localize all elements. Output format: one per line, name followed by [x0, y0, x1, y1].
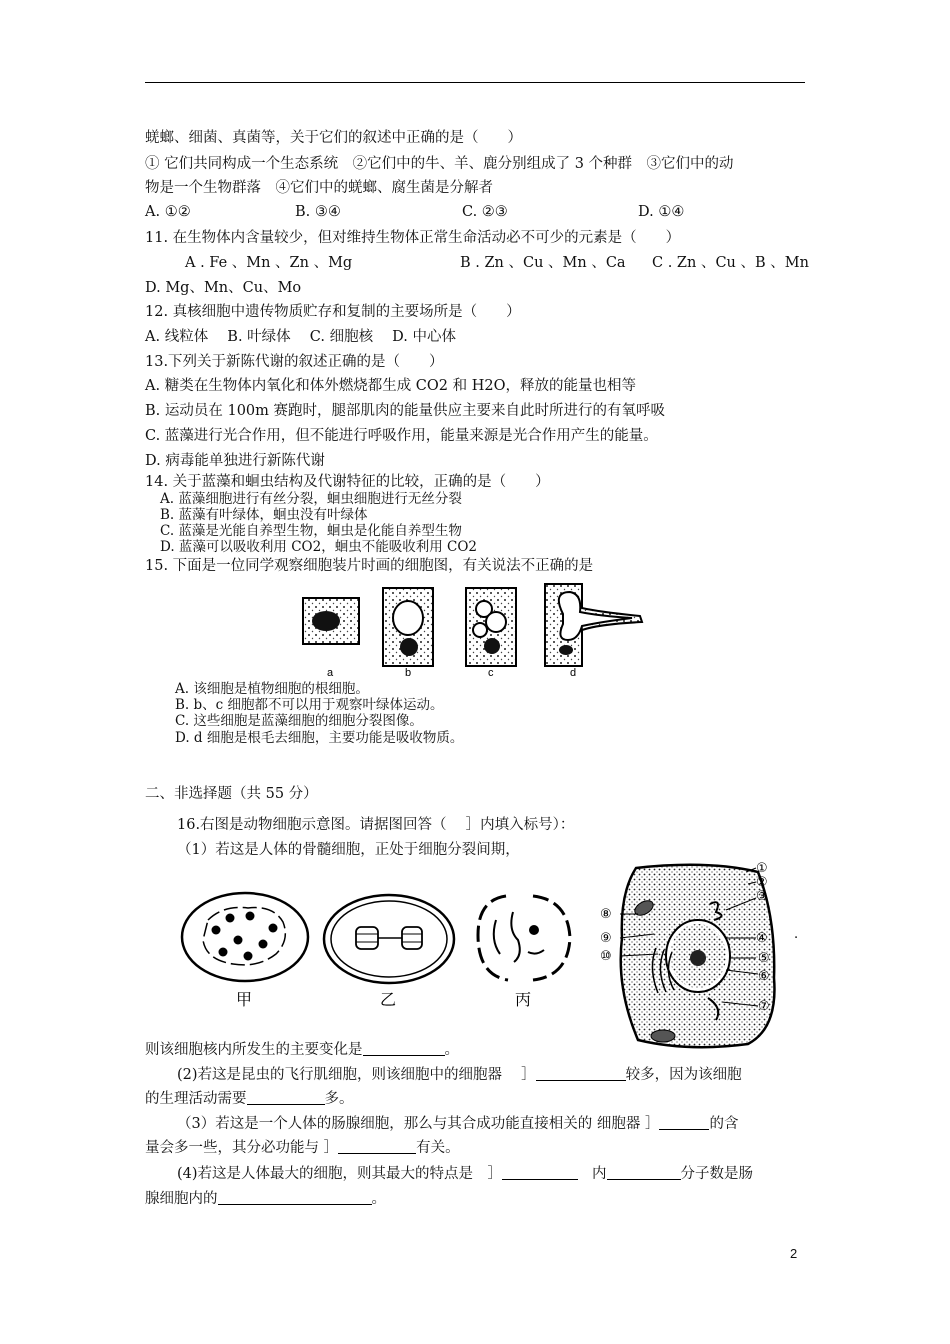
- q13-option-c: C. 蓝藻进行光合作用，但不能进行呼吸作用，能量来源是光合作用产生的能量。: [145, 428, 658, 444]
- label-1: ①: [756, 861, 768, 876]
- q14-option-d: D. 蓝藻可以吸收利用 CO2，蛔虫不能吸收利用 CO2: [160, 539, 477, 555]
- fig-label-b: b: [405, 667, 412, 679]
- label-10: ⑩: [600, 949, 612, 964]
- q15-option-a: A. 该细胞是植物细胞的根细胞。: [175, 681, 369, 697]
- label-6: ⑥: [758, 969, 770, 984]
- plant-cell-figure: [300, 584, 650, 684]
- q15-option-d: D. d 细胞是根毛去细胞，主要功能是吸收物质。: [175, 730, 464, 746]
- q12-stem: 12. 真核细胞中遗传物质贮存和复制的主要场所是（ ）: [145, 304, 521, 320]
- fig-label-yi: 乙: [380, 990, 397, 1009]
- label-8: ⑧: [600, 907, 612, 922]
- label-9: ⑨: [600, 931, 612, 946]
- header-rule: [145, 82, 805, 83]
- cell-a-drawing: [303, 598, 359, 644]
- q10-option-a: A. ①②: [145, 204, 191, 220]
- q16-part3-cont: 量会多一些，其分必功能与 ］ 有关。: [145, 1140, 460, 1156]
- figure-jia-drawing: [182, 893, 308, 981]
- q15-stem: 15. 下面是一位同学观察细胞装片时画的细胞图，有关说法不正确的是: [145, 558, 594, 574]
- section-heading: 二、非选择题（共 55 分）: [145, 786, 318, 802]
- fig-label-c: c: [488, 667, 494, 679]
- q10-intro: 蜣螂、细菌、真菌等，关于它们的叙述中正确的是（ ）: [145, 130, 522, 146]
- q11-option-c: C . Zn 、Cu 、B 、Mn: [652, 255, 809, 271]
- q14-option-b: B. 蓝藻有叶绿体，蛔虫没有叶绿体: [160, 507, 368, 523]
- blank-molecule-4[interactable]: [607, 1165, 681, 1180]
- q10-option-d: D. ①④: [638, 204, 685, 220]
- figure-bing-drawing: [478, 896, 570, 980]
- q11-option-b: B . Zn 、Cu 、Mn 、Ca: [460, 255, 626, 271]
- q16-part1-answer-line: 则该细胞核内所发生的主要变化是 。: [145, 1042, 459, 1058]
- q15-option-b: B. b、c 细胞都不可以用于观察叶绿体运动。: [175, 697, 444, 713]
- figure-yi-drawing: [324, 895, 454, 983]
- cell-d-drawing: [545, 584, 642, 666]
- label-4: ④: [756, 931, 768, 946]
- blank-feature-4[interactable]: [502, 1165, 578, 1180]
- q10-statement-1: ① 它们共同构成一个生态系统 ②它们中的牛、羊、鹿分别组成了 3 个种群 ③它们中的动: [145, 156, 734, 172]
- label-2: ②: [756, 875, 768, 890]
- q16-part1: （1）若这是人体的骨髓细胞，正处于细胞分裂间期，: [177, 842, 520, 858]
- page-number: 2: [790, 1246, 798, 1261]
- cell-division-figure: [178, 880, 578, 1010]
- q13-option-b: B. 运动员在 100m 赛跑时，腿部肌肉的能量供应主要来自此时所进行的有氧呼吸: [145, 403, 666, 419]
- fig-label-bing: 丙: [515, 990, 532, 1009]
- q10-option-b: B. ③④: [295, 204, 341, 220]
- q16-part2: (2)若这是昆虫的飞行肌细胞，则该细胞中的细胞器 ］ 较多，因为该细胞: [177, 1067, 742, 1083]
- q10-statement-2: 物是一个生物群落 ④它们中的蜣螂、腐生菌是分解者: [145, 180, 493, 196]
- fig-label-a: a: [327, 667, 334, 679]
- q14-option-a: A. 蓝藻细胞进行有丝分裂，蛔虫细胞进行无丝分裂: [160, 491, 462, 507]
- q16-part4: (4)若这是人体最大的细胞，则其最大的特点是 ］ 内 分子数是肠: [177, 1166, 754, 1182]
- fig-label-d: d: [570, 667, 577, 679]
- q16-part2-cont: 的生理活动需要 多。: [145, 1091, 354, 1107]
- q12-options: A. 线粒体 B. 叶绿体 C. 细胞核 D. 中心体: [145, 329, 457, 345]
- blank-secretion-3[interactable]: [338, 1139, 416, 1154]
- q16-part3: （3）若这是一个人体的肠腺细胞，那么与其合成功能直接相关的 细胞器 ］ 的含: [177, 1116, 739, 1132]
- q16-part4-cont: 腺细胞内的 。: [145, 1191, 386, 1207]
- q13-option-d: D. 病毒能单独进行新陈代谢: [145, 453, 325, 469]
- fig-label-jia: 甲: [236, 990, 253, 1009]
- q15-option-c: C. 这些细胞是蓝藻细胞的细胞分裂图像。: [175, 713, 423, 729]
- q13-stem: 13.下列关于新陈代谢的叙述正确的是（ ）: [145, 354, 444, 370]
- q16-stem: 16.右图是动物细胞示意图。请据图回答（ ］内填入标号）：: [177, 817, 575, 833]
- q11-stem: 11. 在生物体内含量较少，但对维持生物体正常生命活动必不可少的元素是（ ）: [145, 230, 681, 246]
- label-3: ③: [756, 889, 768, 904]
- cell-c-drawing: [466, 588, 516, 666]
- q10-option-c: C. ②③: [462, 204, 508, 220]
- blank-organelle-2[interactable]: [536, 1066, 626, 1081]
- q11-option-a: A . Fe 、Mn 、Zn 、Mg: [185, 255, 353, 271]
- q11-option-d: D. Mg、Mn、Cu、Mo: [145, 280, 302, 296]
- q14-option-c: C. 蓝藻是光能自养型生物，蛔虫是化能自养型生物: [160, 523, 462, 539]
- label-5: ⑤: [758, 951, 770, 966]
- blank-compare-4[interactable]: [218, 1190, 372, 1205]
- blank-need-2[interactable]: [247, 1090, 325, 1105]
- label-7: ⑦: [758, 999, 770, 1014]
- q13-option-a: A. 糖类在生物体内氧化和体外燃烧都生成 CO2 和 H2O，释放的能量也相等: [145, 378, 636, 394]
- stray-dot: .: [794, 927, 799, 942]
- blank-nucleus-change[interactable]: [363, 1041, 445, 1056]
- animal-cell-figure: [598, 858, 798, 1054]
- cell-b-drawing: [383, 588, 433, 666]
- q14-stem: 14. 关于蓝藻和蛔虫结构及代谢特征的比较，正确的是（ ）: [145, 474, 550, 490]
- blank-organelle-3[interactable]: [659, 1115, 709, 1130]
